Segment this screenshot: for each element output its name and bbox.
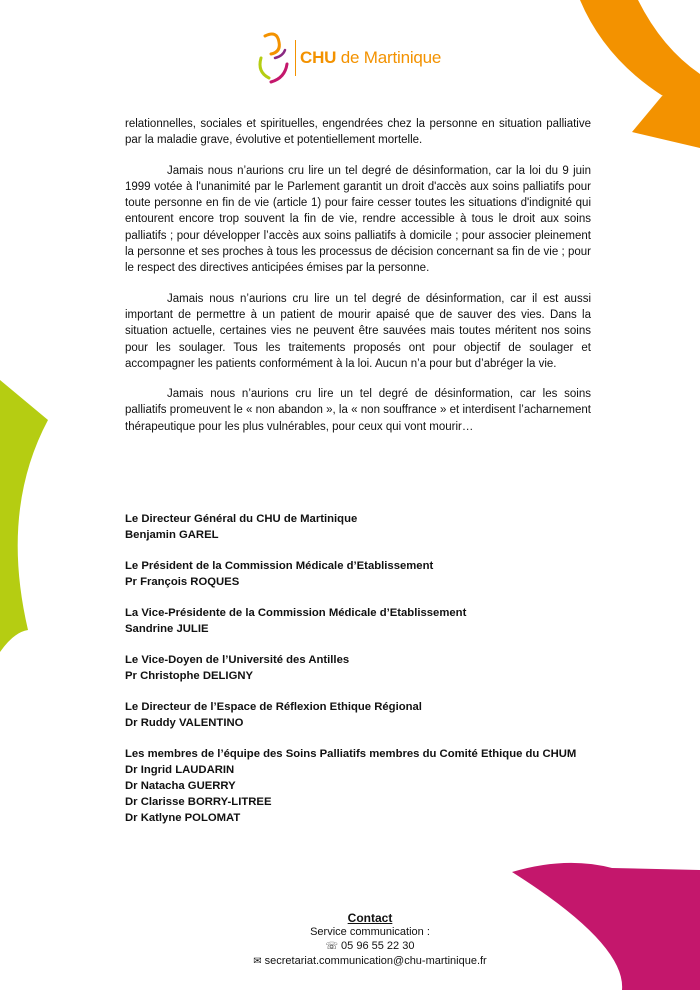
envelope-icon: ✉: [253, 956, 262, 967]
logo-emblem-icon: [255, 28, 293, 88]
signatory-block: [125, 700, 625, 732]
paragraph-1: relationnelles, sociales et spirituelles, engendrées chez la personne en situation palliative par la maladie grave, évolutive et potentiellement mortelle.: [125, 118, 591, 147]
signatory-role: Le Directeur de l’Espace de Réflexion Ethique Régional: [125, 701, 422, 714]
magenta-bottom-swoosh: [512, 863, 700, 990]
logo-wordmark: [300, 48, 441, 68]
logo-place: de Martinique: [340, 48, 442, 67]
signatories-list: [125, 512, 625, 842]
signatory-role: La Vice-Présidente de la Commission Médicale d’Etablissement: [125, 607, 467, 620]
paragraph-4: Jamais nous n’aurions cru lire un tel degré de désinformation, car les soins palliatifs promeuvent le « non abandon », la « non souffrance » et interdisent l’acharnement thérapeutique pour les plus vulnérables, pour ceux qui vont mourir…: [125, 388, 591, 433]
contact-phone-row: [220, 939, 520, 954]
paragraph-2: Jamais nous n’aurions cru lire un tel degré de désinformation, car la loi du 9 juin 1999 votée à l'unanimité par le Parlement garantit un droit d'accès aux soins palliatifs pour toute personne en fin de vie (article 1) pour faire cesser toutes les situations d'indignité qui entourent encore trop souvent la fin de vie, rendre accessible à tous le droit aux soins palliatifs ; pour développer l’accès aux soins palliatifs à domicile ; pour associer pleinement la personne et ses proches à tous les processus de décision concernant sa fin de vie ; pour le respect des directives anticipées émises par la personne.: [125, 164, 591, 275]
signatory-block: [125, 559, 625, 591]
contact-email[interactable]: secretariat.communication@chu-martinique.fr: [264, 955, 487, 967]
signatory-name: Dr Clarisse BORRY-LITREE: [125, 795, 272, 808]
signatory-role: Les membres de l’équipe des Soins Palliatifs membres du Comité Ethique du CHUM: [125, 748, 577, 761]
contact-phone: 05 96 55 22 30: [341, 940, 415, 952]
signatory-role: Le Vice-Doyen de l’Université des Antilles: [125, 654, 350, 667]
signatory-block: [125, 512, 625, 544]
signatory-name: Benjamin GAREL: [125, 528, 219, 541]
signatory-block: [125, 653, 625, 685]
green-left-chevron: [0, 380, 48, 652]
chu-martinique-logo: [255, 28, 441, 88]
signatory-name: Sandrine JULIE: [125, 622, 209, 635]
orange-right-wedge: [632, 96, 700, 148]
letter-body: [125, 116, 591, 449]
signatory-name: Dr Ruddy VALENTINO: [125, 717, 244, 730]
signatory-name: Dr Katlyne POLOMAT: [125, 811, 241, 824]
logo-brand: CHU: [300, 48, 337, 67]
contact-email-row: [220, 954, 520, 969]
signatory-name: Dr Ingrid LAUDARIN: [125, 764, 235, 777]
contact-footer: [220, 911, 520, 969]
signatory-block: [125, 747, 625, 826]
phone-icon: ☏: [325, 941, 339, 952]
contact-title: Contact: [347, 911, 393, 925]
contact-service: Service communication :: [310, 926, 430, 938]
signatory-name: Pr François ROQUES: [125, 575, 240, 588]
logo-separator: [295, 40, 296, 76]
signatory-role: Le Président de la Commission Médicale d’Etablissement: [125, 560, 434, 573]
signatory-name: Pr Christophe DELIGNY: [125, 670, 254, 683]
signatory-role: Le Directeur Général du CHU de Martinique: [125, 513, 358, 525]
paragraph-3: Jamais nous n’aurions cru lire un tel degré de désinformation, car il est aussi important de permettre à un patient de mourir apaisé que de sauver des vies. Dans la situation actuelle, certaines vies ne peuvent être sauvées mais toutes méritent nos soins pour les soulager. Tous les traitements proposés ont pour objectif de soulager et accompagner les patients conformément à la loi. Aucun n’a pour but d’abréger la vie.: [125, 292, 591, 370]
signatory-block: [125, 606, 625, 638]
signatory-name: Dr Natacha GUERRY: [125, 780, 236, 793]
